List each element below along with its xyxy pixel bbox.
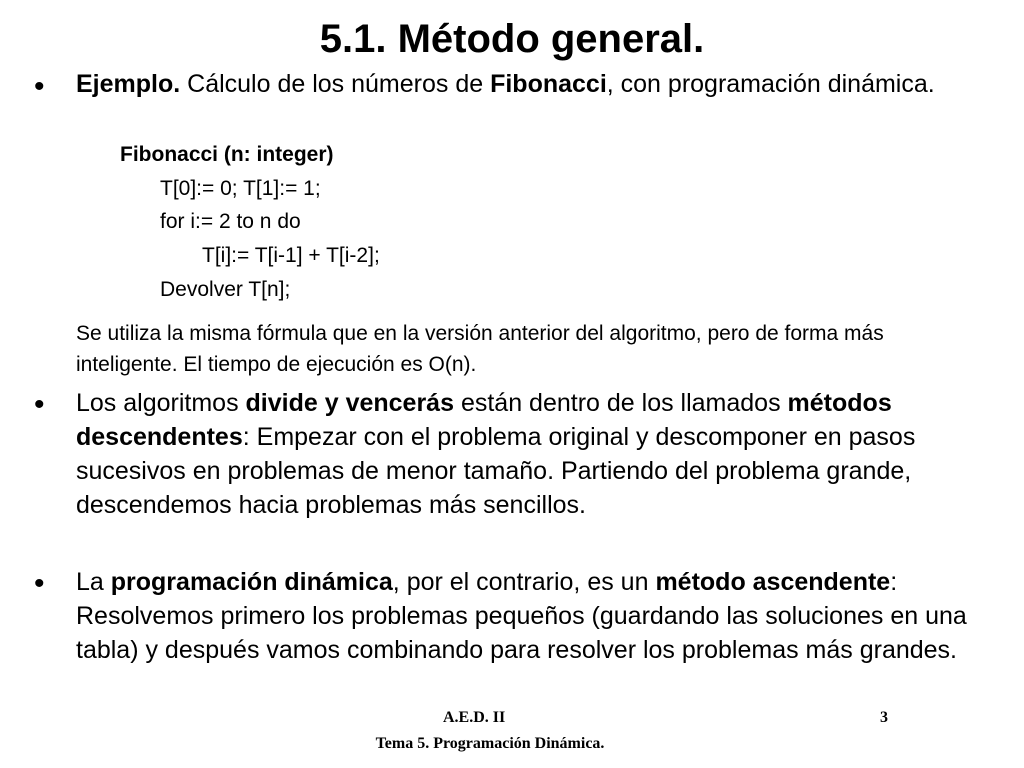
slide-title: 5.1. Método general. [319, 17, 705, 61]
bullet-marker: • [34, 567, 45, 600]
divide-conquer-term: divide y vencerás [245, 389, 454, 417]
bullet-marker: • [34, 70, 45, 103]
example-text-end: , con programación dinámica. [606, 70, 935, 98]
text-segment: , por el contrario, es un [392, 568, 656, 596]
ascending-method-term: método ascendente [655, 568, 891, 596]
footer-course: A.E.D. II [443, 709, 506, 726]
dynamic-programming-term: programación dinámica [110, 568, 393, 596]
dynamic-programming-paragraph [76, 565, 996, 667]
example-label: Ejemplo. [76, 70, 181, 98]
code-line-loop: for i:= 2 to n do [160, 210, 301, 233]
descending-methods-term: métodos descendentes [76, 389, 892, 451]
code-line-assign: T[i]:= T[i-1] + T[i-2]; [202, 244, 380, 267]
code-line-init: T[0]:= 0; T[1]:= 1; [160, 177, 321, 200]
text-segment: La [76, 568, 111, 596]
bullet-marker: • [34, 388, 45, 421]
code-line-signature: Fibonacci (n: integer) [120, 143, 334, 166]
text-segment: Los algoritmos [76, 389, 246, 417]
complexity-note: Se utiliza la misma fórmula que en la versión anterior del algoritmo, pero de forma más inteligente. El tiempo de ejecución es O(n). [76, 322, 884, 376]
text-segment: : Resolvemos primero los problemas pequeños (guardando las soluciones en una tabla) y después vamos combinando para resolver los problemas más grandes. [76, 568, 967, 664]
example-text: Cálculo de los números de [180, 70, 491, 98]
divide-conquer-paragraph [76, 386, 986, 522]
footer-topic: Tema 5. Programación Dinámica. [375, 735, 605, 752]
text-segment: : Empezar con el problema original y descomponer en pasos sucesivos en problemas de menor tamaño. Partiendo del problema grande, descendemos hacia problemas más sencillos. [76, 423, 916, 519]
example-paragraph [76, 68, 976, 101]
code-line-return: Devolver T[n]; [160, 278, 291, 301]
fibonacci-term: Fibonacci [490, 70, 607, 98]
footer-page-number: 3 [880, 709, 888, 726]
text-segment: están dentro de los llamados [454, 389, 788, 417]
